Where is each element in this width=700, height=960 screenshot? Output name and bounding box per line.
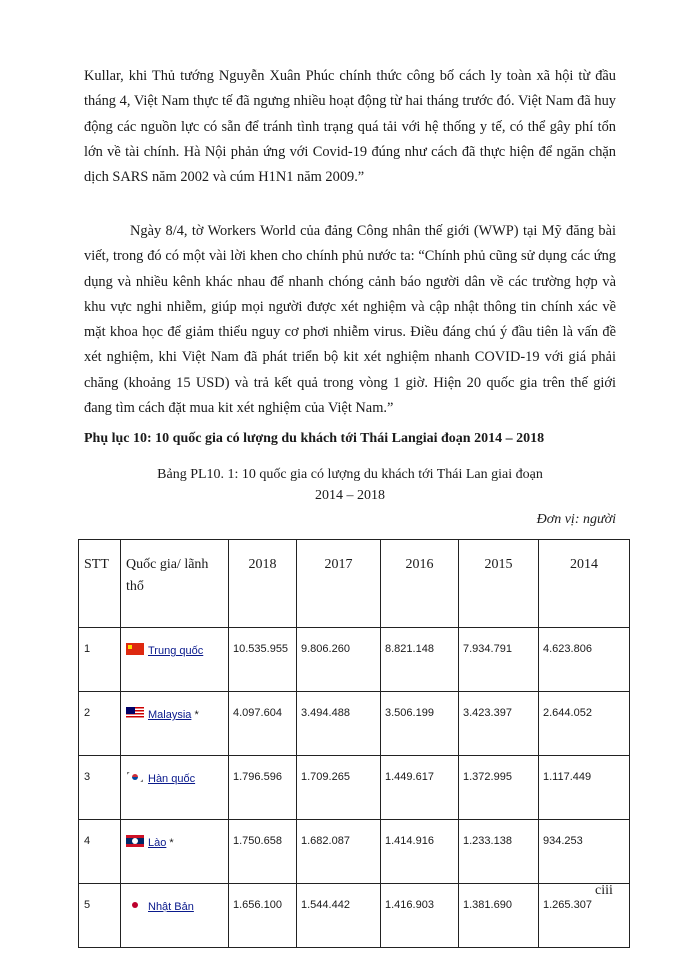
value-cell: 4.623.806 — [539, 628, 630, 692]
unit-label: Đơn vị: người — [536, 512, 616, 527]
row-stt: 3 — [79, 756, 121, 820]
value-cell: 2.644.052 — [539, 692, 630, 756]
table-row — [79, 628, 630, 692]
value-cell: 1.682.087 — [297, 820, 381, 884]
country-cell — [121, 884, 229, 948]
table-row — [79, 756, 630, 820]
value-cell: 9.806.260 — [297, 628, 381, 692]
country-mark: * — [169, 837, 174, 849]
table-row — [79, 884, 630, 948]
value-cell: 1.656.100 — [229, 884, 297, 948]
header-year-2017: 2017 — [297, 540, 381, 628]
china-flag-icon — [126, 643, 144, 655]
country-mark: * — [194, 709, 199, 721]
country-cell — [121, 692, 229, 756]
value-cell: 10.535.955 — [229, 628, 297, 692]
value-cell: 1.265.307 — [539, 884, 630, 948]
value-cell: 3.423.397 — [459, 692, 539, 756]
value-cell: 1.414.916 — [381, 820, 459, 884]
country-link[interactable]: Malaysia — [148, 709, 192, 721]
value-cell: 1.544.442 — [297, 884, 381, 948]
malaysia-flag-icon — [126, 707, 144, 719]
value-cell: 1.416.903 — [381, 884, 459, 948]
country-link[interactable]: Nhật Bản — [148, 901, 194, 913]
row-stt: 4 — [79, 820, 121, 884]
value-cell: 1.709.265 — [297, 756, 381, 820]
country-link[interactable]: Hàn quốc — [148, 773, 196, 785]
value-cell: 1.117.449 — [539, 756, 630, 820]
table-row — [79, 820, 630, 884]
table-row — [79, 692, 630, 756]
country-cell — [121, 820, 229, 884]
table-header-row — [79, 540, 630, 628]
country-cell — [121, 756, 229, 820]
value-cell: 1.796.596 — [229, 756, 297, 820]
japan-flag-icon — [126, 899, 144, 911]
value-cell: 7.934.791 — [459, 628, 539, 692]
country-cell — [121, 628, 229, 692]
body-paragraph-2: Ngày 8/4, tờ Workers World của đảng Công nhân thế giới (WWP) tại Mỹ đăng bài viết, trong đó có một vài lời khen cho chính phủ nước ta: “Chính phủ cũng sử dụng các ứng dụng và nhiều kênh khác nhau để nhanh chóng cảnh báo người dân về các trường hợp và khu vực nghi nhiễm, giúp mọi người được xét nghiệm và cập nhật thông tin chính xác về mặt khoa học để giảm thiểu nguy cơ phơi nhiễm virus. Điều đáng chú ý đầu tiên là vấn đề xét nghiệm, khi Việt Nam đã phát triển bộ kit xét nghiệm nhanh COVID-19 với giá phải chăng (khoảng 15 USD) và trả kết quả trong vòng 1 giờ. Hiện 20 quốc gia trên thế giới đang tìm cách đặt mua kit xét nghiệm của Việt Nam.” — [84, 223, 616, 417]
value-cell: 4.097.604 — [229, 692, 297, 756]
header-country: Quốc gia/ lãnh thổ — [121, 540, 229, 628]
body-paragraph-1: Kullar, khi Thủ tướng Nguyễn Xuân Phúc chính thức công bố cách ly toàn xã hội từ đầu tháng 4, Việt Nam thực tế đã ngưng nhiều hoạt động từ hai tháng trước đó. Việt Nam đã huy động các nguồn lực có sẵn để tránh tình trạng quá tải với hệ thống y tế, có thể gây phí tổn lớn về tài chính. Hà Nội phản ứng với Covid-19 đúng như cách đã thực hiện để ngăn chặn dịch SARS năm 2002 và cúm H1N1 năm 2009.” — [84, 68, 616, 186]
value-cell: 3.494.488 — [297, 692, 381, 756]
visitors-table — [78, 539, 630, 948]
table-caption-line-1: Bảng PL10. 1: 10 quốc gia có lượng du khách tới Thái Lan giai đoạn — [157, 467, 543, 482]
appendix-heading: Phụ lục 10: 10 quốc gia có lượng du khách tới Thái Langiai đoạn 2014 – 2018 — [84, 431, 545, 446]
south-korea-flag-icon — [126, 771, 144, 783]
header-year-2015: 2015 — [459, 540, 539, 628]
value-cell: 934.253 — [539, 820, 630, 884]
table-caption-line-2: 2014 – 2018 — [315, 488, 385, 503]
value-cell: 1.372.995 — [459, 756, 539, 820]
table-caption — [100, 464, 600, 506]
row-stt: 1 — [79, 628, 121, 692]
header-year-2018: 2018 — [229, 540, 297, 628]
row-stt: 2 — [79, 692, 121, 756]
laos-flag-icon — [126, 835, 144, 847]
page-number: ciii — [595, 883, 613, 898]
value-cell: 1.381.690 — [459, 884, 539, 948]
country-link[interactable]: Trung quốc — [148, 645, 204, 657]
country-link[interactable]: Lào — [148, 837, 167, 849]
value-cell: 1.449.617 — [381, 756, 459, 820]
header-year-2014: 2014 — [539, 540, 630, 628]
value-cell: 3.506.199 — [381, 692, 459, 756]
header-stt: STT — [79, 540, 121, 628]
value-cell: 8.821.148 — [381, 628, 459, 692]
row-stt: 5 — [79, 884, 121, 948]
value-cell: 1.233.138 — [459, 820, 539, 884]
header-year-2016: 2016 — [381, 540, 459, 628]
value-cell: 1.750.658 — [229, 820, 297, 884]
